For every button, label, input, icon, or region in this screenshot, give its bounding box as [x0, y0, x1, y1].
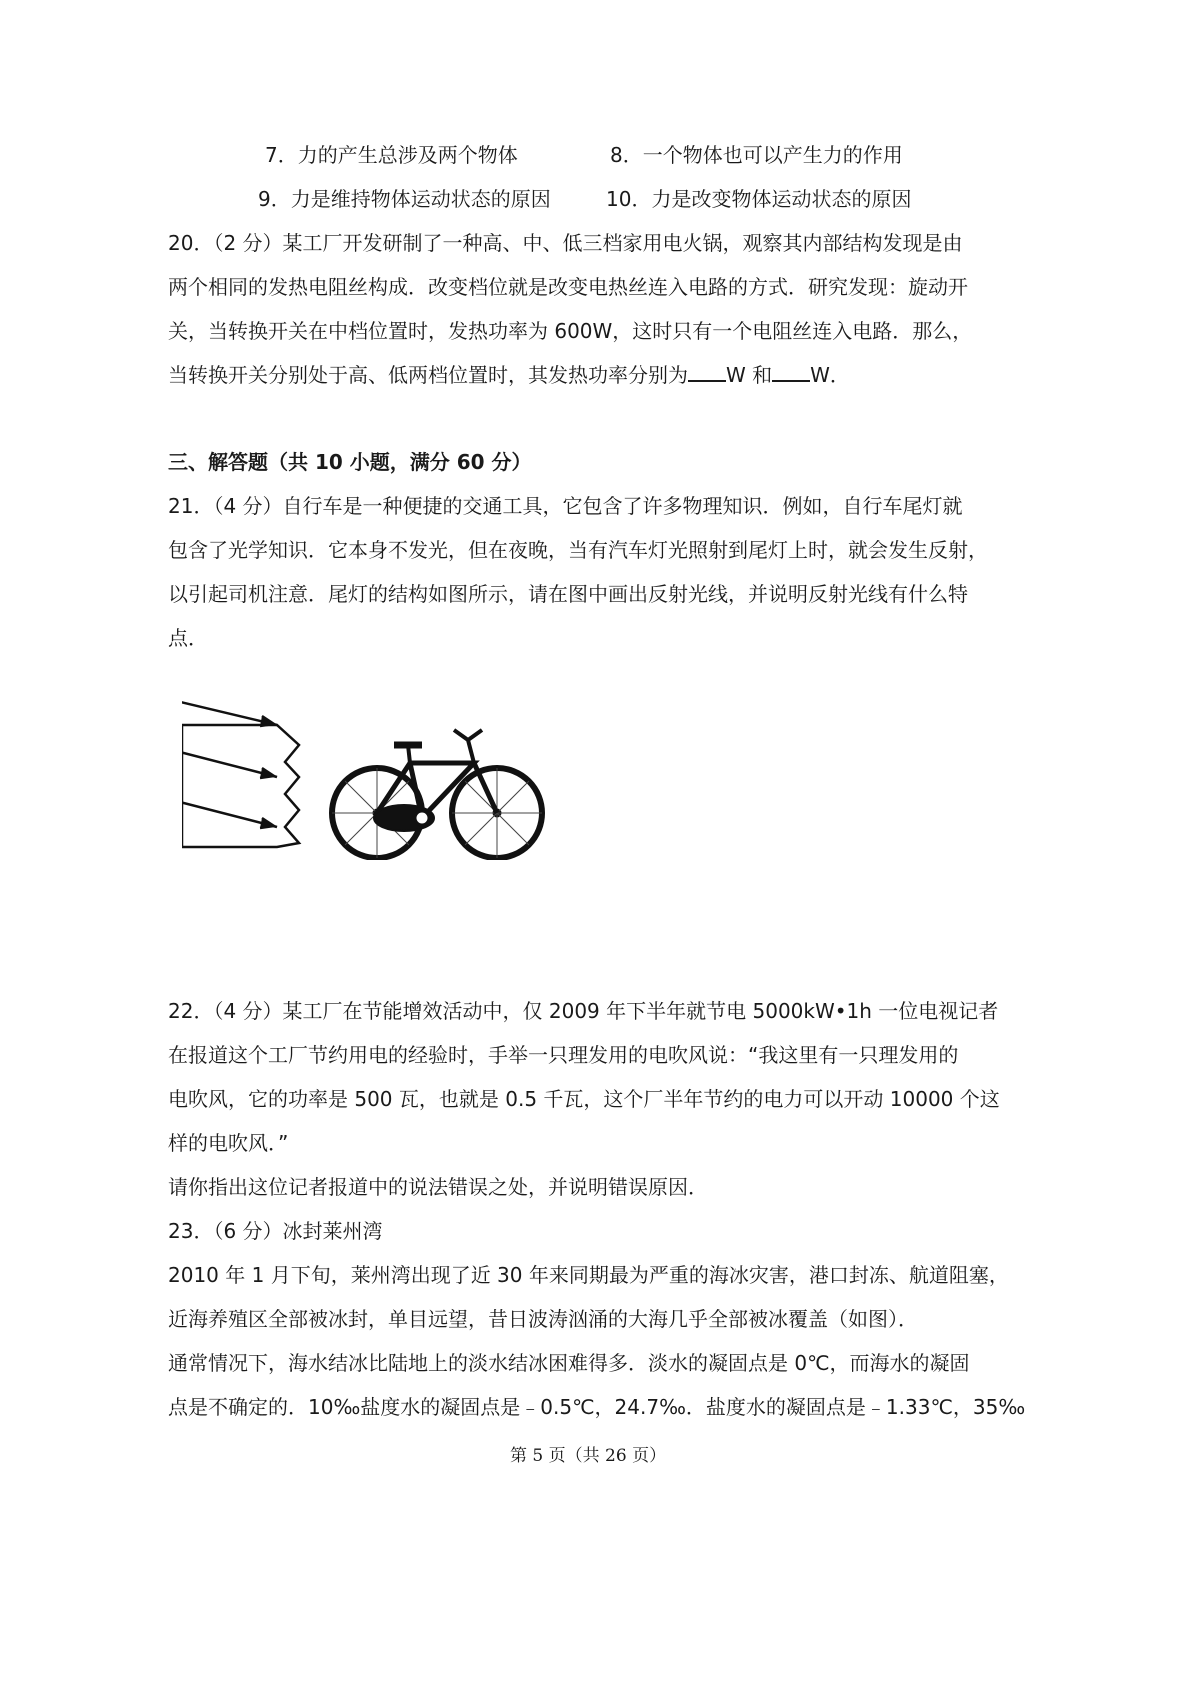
tail-light-bicycle-figure	[182, 700, 552, 860]
q20-unit-and: W 和	[726, 363, 773, 387]
q22-line-1: 22．（4 分）某工厂在节能增效活动中，仅 2009 年下半年就节电 5000kW•1h 一位电视记者	[168, 999, 999, 1023]
q20-line-4	[168, 361, 850, 389]
q23-line-3: 近海养殖区全部被冰封，单目远望，昔日波涛汹涌的大海几乎全部被冰覆盖（如图）．	[168, 1307, 918, 1331]
ray-arrow-1	[260, 716, 274, 726]
q20-line-4-text: 当转换开关分别处于高、低两档位置时，其发热功率分别为	[168, 363, 688, 387]
option-9: 9．力是维持物体运动状态的原因	[258, 187, 551, 211]
q20-line-2: 两个相同的发热电阻丝构成．改变档位就是改变电热丝连入电路的方式．研究发现：旋动开	[168, 275, 968, 299]
bicycle-drawing	[332, 730, 542, 858]
handlebar	[454, 730, 482, 763]
page-footer: 第 5 页（共 26 页）	[510, 1446, 667, 1466]
tail-light-diagram	[182, 700, 299, 847]
tail-light-outline	[182, 725, 299, 847]
q20-line-3: 关，当转换开关在中档位置时，发热功率为 600W，这时只有一个电阻丝连入电路．那么，	[168, 319, 973, 343]
q23-line-2: 2010 年 1 月下旬，莱州湾出现了近 30 年来同期最为严重的海冰灾害，港口封冻、航道阻塞，	[168, 1263, 1009, 1287]
q23-line-1: 23．（6 分）冰封莱州湾	[168, 1219, 383, 1243]
q22-line-2: 在报道这个工厂节约用电的经验时，手举一只理发用的电吹风说：“我这里有一只理发用的	[168, 1043, 959, 1067]
option-10: 10．力是改变物体运动状态的原因	[606, 187, 912, 211]
section-3-heading: 三、解答题（共 10 小题，满分 60 分）	[168, 450, 532, 474]
answer-blank-high	[688, 362, 726, 382]
q21-line-1: 21．（4 分）自行车是一种便捷的交通工具，它包含了许多物理知识．例如，自行车尾灯就	[168, 494, 963, 518]
ray-arrow-2	[260, 768, 274, 778]
q21-line-2: 包含了光学知识．它本身不发光，但在夜晚，当有汽车灯光照射到尾灯上时，就会发生反射，	[168, 538, 988, 562]
q22-line-3: 电吹风，它的功率是 500 瓦，也就是 0.5 千瓦，这个厂半年节约的电力可以开动 10000 个这	[168, 1087, 1000, 1111]
q20-unit-end: W．	[810, 363, 850, 387]
q20-line-1: 20．（2 分）某工厂开发研制了一种高、中、低三档家用电火锅，观察其内部结构发现是由	[168, 231, 963, 255]
option-8: 8．一个物体也可以产生力的作用	[610, 143, 903, 167]
answer-blank-low	[772, 362, 810, 382]
q21-line-4: 点．	[168, 626, 208, 650]
q23-line-4: 通常情况下，海水结冰比陆地上的淡水结冰困难得多．淡水的凝固点是 0℃，而海水的凝固	[168, 1351, 970, 1375]
q22-line-4: 样的电吹风．”	[168, 1131, 289, 1155]
option-7: 7．力的产生总涉及两个物体	[265, 143, 518, 167]
q21-line-3: 以引起司机注意．尾灯的结构如图所示，请在图中画出反射光线，并说明反射光线有什么特	[168, 582, 968, 606]
q22-line-5: 请你指出这位记者报道中的说法错误之处，并说明错误原因．	[168, 1175, 708, 1199]
ray-arrow-3	[260, 818, 274, 828]
q23-line-5: 点是不确定的．10‰盐度水的凝固点是﹣0.5℃，24.7‰．盐度水的凝固点是﹣1.33℃，35‰	[168, 1395, 1026, 1419]
